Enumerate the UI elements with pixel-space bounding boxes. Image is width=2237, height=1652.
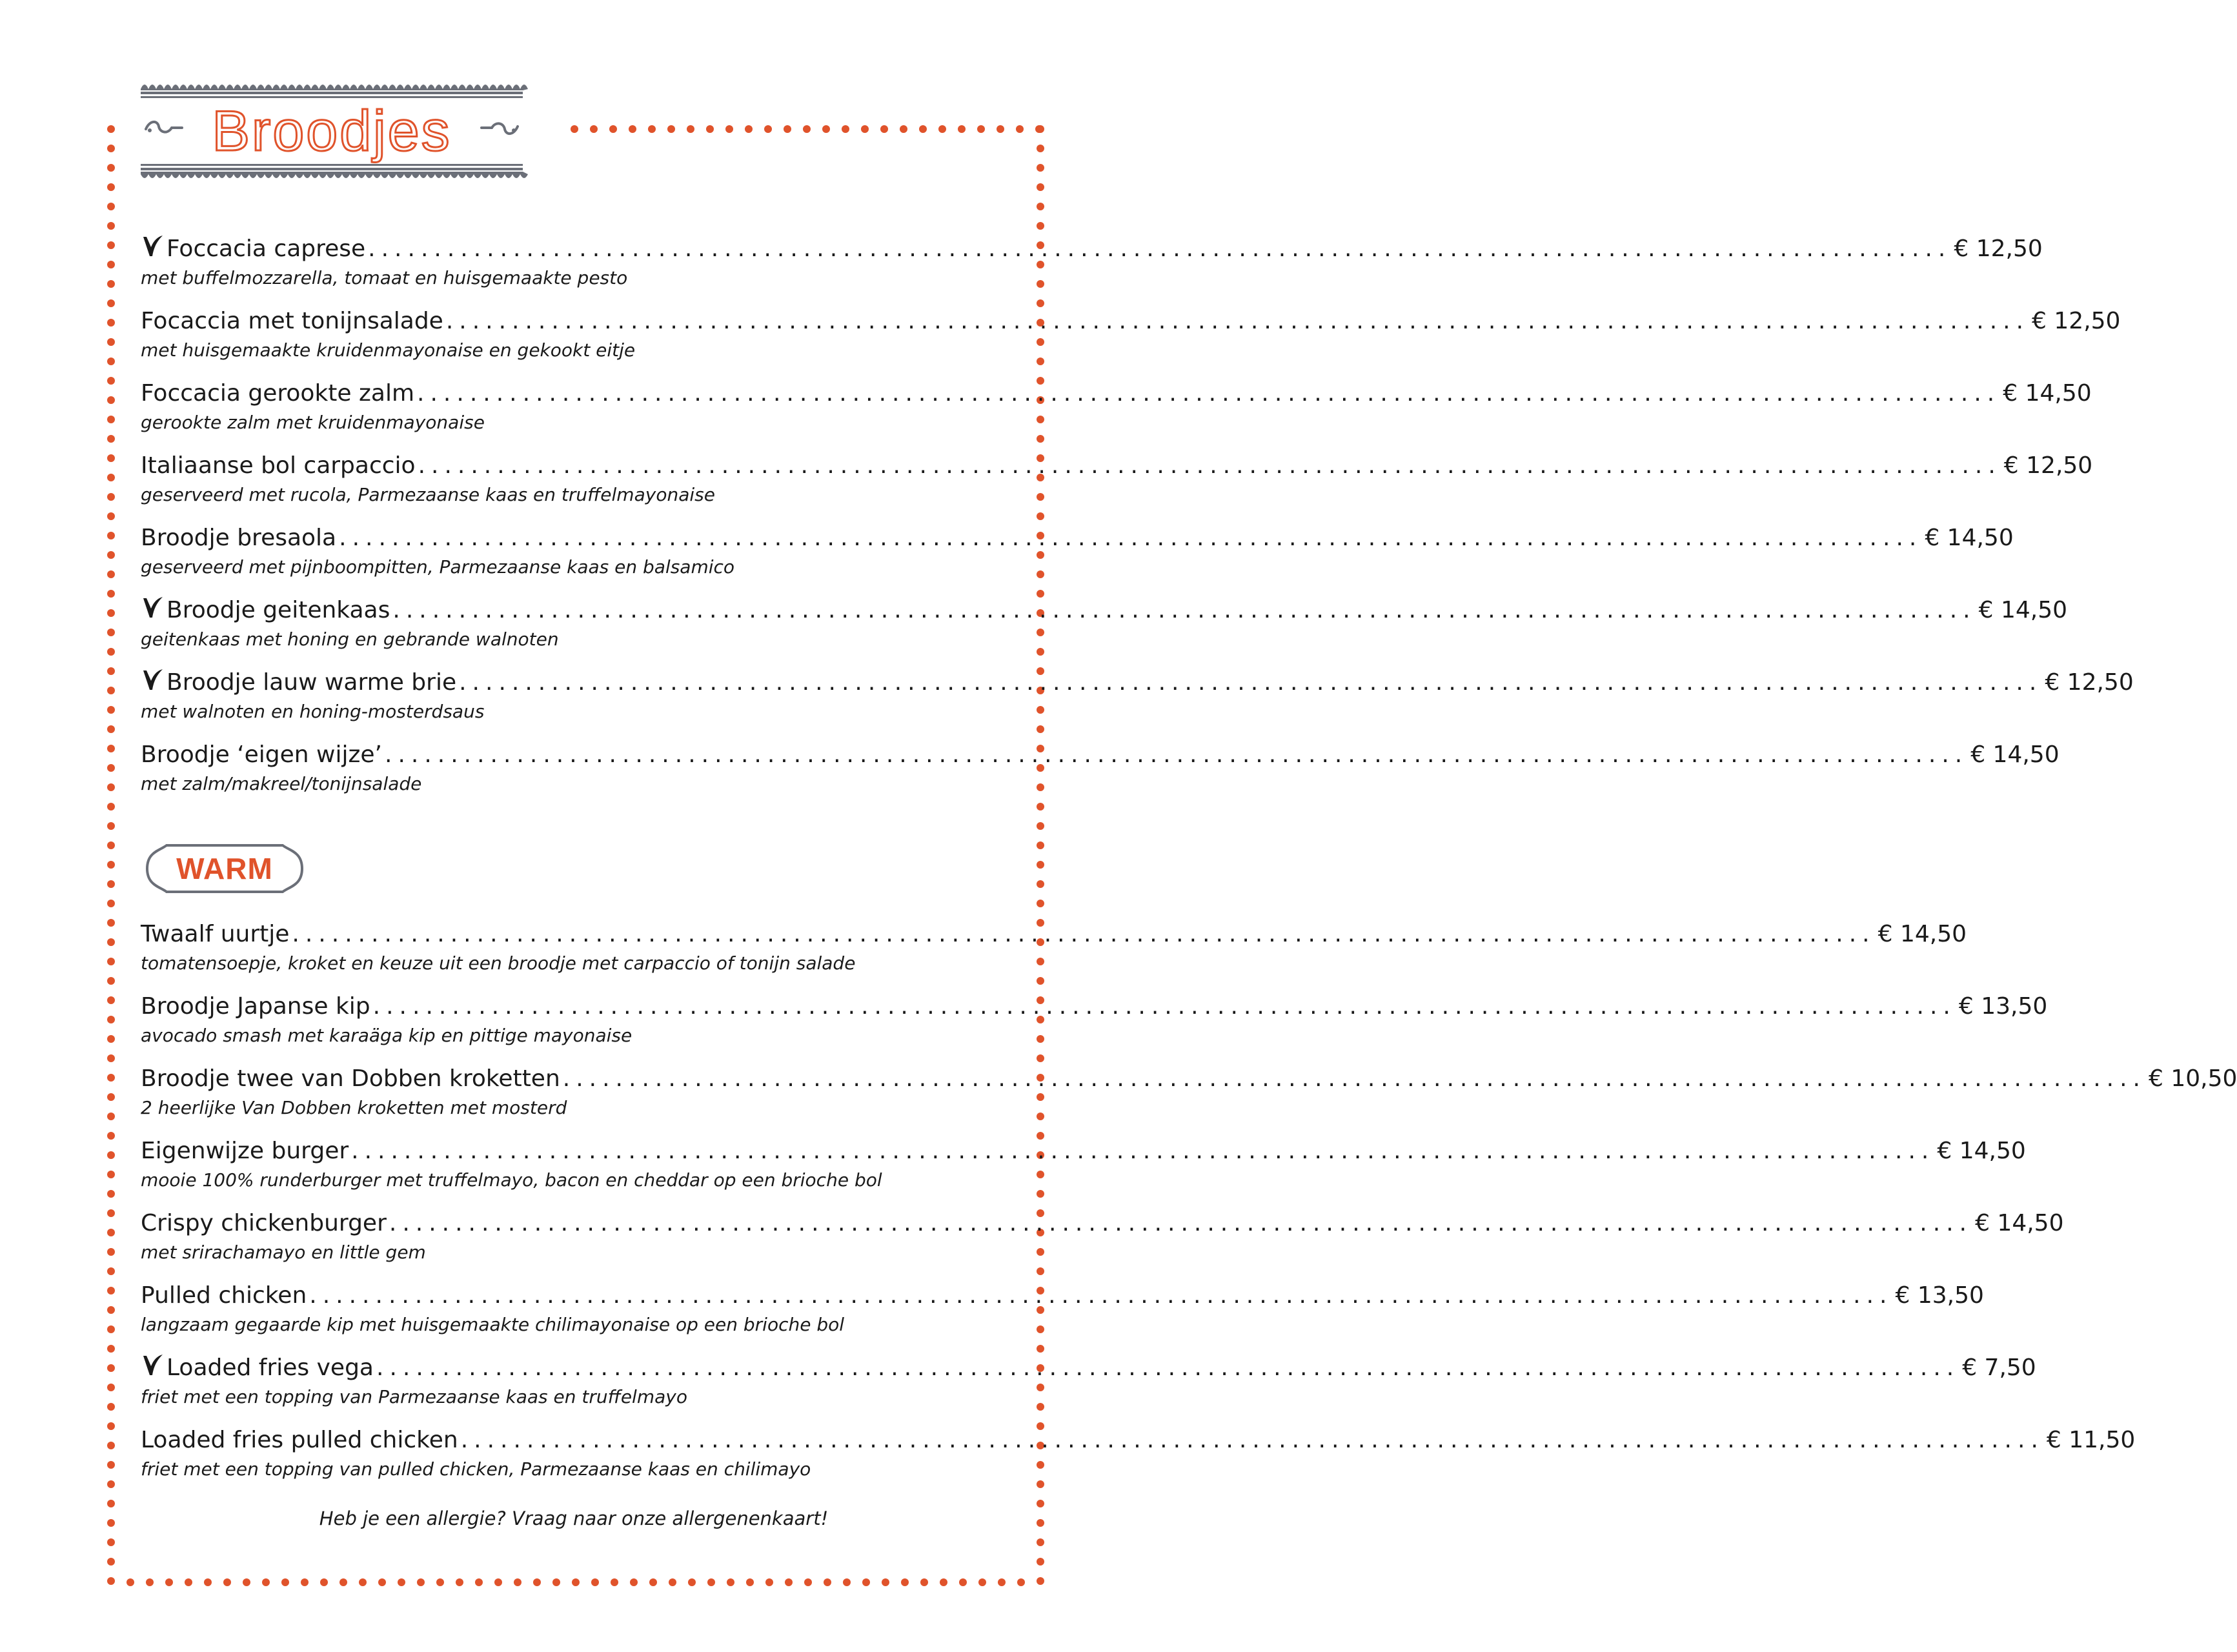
- border-dot: [1035, 125, 1043, 133]
- border-dot: [1037, 880, 1044, 888]
- dot-leader: ........................................................................................................................: [385, 741, 1969, 768]
- dot-leader: ........................................................................................................................: [372, 993, 1956, 1020]
- leaf-icon: [141, 594, 165, 620]
- border-dot: [978, 1578, 986, 1586]
- border-dot: [591, 1578, 599, 1586]
- border-dot: [938, 125, 946, 133]
- border-dot: [1037, 725, 1044, 733]
- border-dot: [107, 1093, 115, 1101]
- border-dot: [107, 590, 115, 598]
- border-dot: [822, 125, 830, 133]
- border-dot: [727, 1578, 734, 1586]
- border-dot: [107, 1442, 115, 1449]
- border-dot: [1037, 416, 1044, 423]
- border-dot: [958, 125, 966, 133]
- menu-item-line: [141, 738, 2060, 772]
- menu-item-description: langzaam gegaarde kip met huisgemaakte chilimayonaise op een brioche bol: [141, 1314, 845, 1335]
- border-dot: [165, 1578, 173, 1586]
- menu-item: [141, 305, 2121, 377]
- menu-item-name: Foccacia gerookte zalm: [141, 380, 415, 407]
- border-dot: [1037, 1054, 1044, 1062]
- border-dot: [630, 1578, 638, 1586]
- border-dot: [107, 1035, 115, 1043]
- border-dot: [1016, 125, 1024, 133]
- leaf-icon: [141, 1352, 165, 1378]
- menu-item-line: [141, 918, 1967, 951]
- border-dot: [107, 435, 115, 443]
- menu-item: [141, 1062, 2237, 1134]
- border-dot: [1037, 1248, 1044, 1256]
- menu-list-broodjes: [141, 232, 2134, 811]
- border-dot: [552, 1578, 560, 1586]
- border-dot: [1037, 1519, 1044, 1527]
- menu-item-description: geitenkaas met honing en gebrande walnoten: [141, 629, 559, 650]
- menu-item: [141, 449, 2093, 521]
- border-dot: [1037, 1461, 1044, 1469]
- border-dot: [107, 241, 115, 249]
- border-dot: [1037, 512, 1044, 520]
- menu-item-line: [141, 1424, 2136, 1457]
- border-dot: [359, 1578, 367, 1586]
- border-dot: [146, 1578, 154, 1586]
- dot-leader: ........................................................................................................................: [459, 669, 2043, 696]
- menu-item-description: friet met een topping van Parmezaanse kaas en truffelmayo: [141, 1386, 687, 1407]
- menu-item-line: [141, 521, 2014, 555]
- menu-item: [141, 738, 2060, 811]
- menu-item: [141, 990, 2048, 1062]
- border-dot: [842, 125, 849, 133]
- border-dot: [107, 1558, 115, 1566]
- border-dot: [107, 1054, 115, 1062]
- border-dot: [456, 1578, 463, 1586]
- border-dot: [1037, 164, 1044, 172]
- border-dot: [107, 1190, 115, 1198]
- border-dot: [843, 1578, 851, 1586]
- border-dot: [1037, 1190, 1044, 1198]
- menu-item-price: € 12,50: [1954, 236, 2043, 262]
- border-dot: [706, 125, 714, 133]
- border-dot: [243, 1578, 250, 1586]
- border-dot: [920, 1578, 928, 1586]
- menu-item-price: € 13,50: [1958, 993, 2048, 1020]
- menu-item: [141, 232, 2043, 305]
- border-dot: [107, 1538, 115, 1546]
- border-dot: [1037, 803, 1044, 811]
- border-dot: [940, 1578, 947, 1586]
- border-dot: [959, 1578, 967, 1586]
- menu-item-name: Foccacia caprese: [141, 232, 365, 266]
- border-dot: [107, 764, 115, 772]
- border-dot: [1037, 629, 1044, 636]
- border-dot: [301, 1578, 309, 1586]
- menu-item-description: met huisgemaakte kruidenmayonaise en gekookt eitje: [141, 339, 636, 361]
- border-dot: [107, 164, 115, 172]
- menu-item-name: Eigenwijze burger: [141, 1138, 349, 1164]
- dot-leader: ........................................................................................................................: [376, 1355, 1960, 1381]
- border-dot: [1037, 222, 1044, 230]
- border-dot: [107, 822, 115, 830]
- border-dot: [1037, 183, 1044, 191]
- border-dot: [1037, 338, 1044, 346]
- border-dot: [824, 1578, 831, 1586]
- border-dot: [107, 1287, 115, 1294]
- menu-item-price: € 14,50: [1937, 1138, 2026, 1164]
- border-dot: [1037, 1267, 1044, 1275]
- menu-item-price: € 14,50: [1970, 741, 2060, 768]
- border-dot: [107, 783, 115, 791]
- leaf-icon: [141, 233, 165, 259]
- border-dot: [629, 125, 636, 133]
- border-dot: [649, 1578, 657, 1586]
- border-dot: [107, 861, 115, 869]
- border-dot: [494, 1578, 502, 1586]
- dot-leader: ........................................................................................................................: [292, 921, 1876, 947]
- border-dot: [804, 1578, 812, 1586]
- menu-item-description: met buffelmozzarella, tomaat en huisgemaakte pesto: [141, 267, 628, 288]
- border-dot: [107, 261, 115, 268]
- border-dot: [107, 145, 115, 152]
- menu-item: [141, 1351, 2036, 1424]
- page-title: Broodjes: [212, 99, 452, 163]
- border-dot: [107, 919, 115, 927]
- border-dot: [1037, 1577, 1044, 1585]
- border-dot: [107, 1171, 115, 1178]
- border-dot: [997, 125, 1004, 133]
- border-dot: [1037, 822, 1044, 830]
- dot-leader: ........................................................................................................................: [392, 597, 1976, 623]
- border-dot: [107, 125, 115, 133]
- allergy-note: Heb je een allergie? Vraag naar onze allergenenkaart!: [319, 1507, 829, 1529]
- border-dot: [339, 1578, 347, 1586]
- border-dot: [1037, 1171, 1044, 1178]
- menu-item-line: [141, 1207, 2064, 1240]
- border-dot: [107, 725, 115, 733]
- banner-stripe-bottom: [141, 163, 523, 182]
- border-dot: [107, 1364, 115, 1372]
- border-dot: [107, 958, 115, 965]
- menu-item-price: € 12,50: [2032, 308, 2121, 334]
- border-dot: [107, 1151, 115, 1159]
- border-dot: [107, 319, 115, 327]
- border-dot: [107, 1480, 115, 1488]
- menu-item-line: [141, 1279, 1984, 1313]
- menu-item-name: Broodje lauw warme brie: [141, 666, 456, 700]
- menu-item-price: € 12,50: [2003, 452, 2093, 479]
- border-dot: [977, 125, 985, 133]
- border-dot: [107, 570, 115, 578]
- border-dot: [1037, 493, 1044, 501]
- border-dot: [107, 1209, 115, 1217]
- border-dot: [107, 551, 115, 559]
- border-dot: [764, 125, 772, 133]
- section-label-warm: WARM: [141, 839, 309, 898]
- border-dot: [223, 1578, 231, 1586]
- menu-item-price: € 10,50: [2148, 1065, 2237, 1092]
- border-dot: [1037, 841, 1044, 849]
- border-dot: [1037, 203, 1044, 210]
- border-dot: [1037, 1538, 1044, 1546]
- border-dot: [107, 299, 115, 307]
- menu-item: [141, 377, 2092, 449]
- border-dot: [1037, 1403, 1044, 1411]
- border-dot: [107, 532, 115, 539]
- border-dot: [707, 1578, 715, 1586]
- border-dot: [417, 1578, 425, 1586]
- border-dot: [398, 1578, 405, 1586]
- border-dot: [667, 125, 675, 133]
- title-banner: [141, 80, 523, 183]
- border-dot: [107, 416, 115, 423]
- menu-item-line: [141, 990, 2048, 1023]
- menu-item-description: geserveerd met rucola, Parmezaanse kaas en truffelmayonaise: [141, 484, 715, 505]
- menu-item-description: tomatensoepje, kroket en keuze uit een broodje met carpaccio of tonijn salade: [141, 952, 856, 974]
- border-dot: [436, 1578, 444, 1586]
- border-dot: [107, 358, 115, 365]
- border-dot: [107, 1229, 115, 1236]
- menu-item-name: Broodje Japanse kip: [141, 993, 370, 1020]
- border-dot: [107, 841, 115, 849]
- banner-stripe-top: [141, 80, 523, 99]
- border-dot: [107, 454, 115, 462]
- border-dot: [1037, 861, 1044, 869]
- border-dot: [611, 1578, 618, 1586]
- border-dot: [745, 125, 753, 133]
- border-dot: [107, 1132, 115, 1140]
- border-dot: [475, 1578, 483, 1586]
- border-dot: [107, 667, 115, 675]
- menu-list-warm: [141, 918, 2237, 1496]
- border-dot: [1037, 1325, 1044, 1333]
- border-dot: [281, 1578, 289, 1586]
- border-dot: [785, 1578, 793, 1586]
- border-dot: [107, 1074, 115, 1082]
- border-dot: [1037, 977, 1044, 985]
- border-dot: [880, 125, 888, 133]
- border-dot: [669, 1578, 676, 1586]
- menu-item-name: Focaccia met tonijnsalade: [141, 308, 443, 334]
- border-dot: [901, 1578, 909, 1586]
- menu-item-price: € 12,50: [2045, 669, 2134, 696]
- menu-item-line: [141, 1351, 2036, 1385]
- menu-item-name: Crispy chickenburger: [141, 1210, 387, 1236]
- menu-item: [141, 1279, 1984, 1351]
- dot-leader: ........................................................................................................................: [445, 308, 2030, 334]
- border-dot: [688, 1578, 696, 1586]
- menu-item-description: mooie 100% runderburger met truffelmayo, bacon en cheddar op een brioche bol: [141, 1169, 882, 1191]
- border-dot: [107, 687, 115, 694]
- menu-item-price: € 14,50: [2003, 380, 2092, 407]
- menu-item: [141, 918, 1967, 990]
- border-dot: [533, 1578, 541, 1586]
- border-dot: [107, 1248, 115, 1256]
- menu-item: [141, 666, 2134, 738]
- menu-item-name: Italiaanse bol carpaccio: [141, 452, 416, 479]
- border-dot: [107, 629, 115, 636]
- menu-item-description: friet met een topping van pulled chicken, Parmezaanse kaas en chilimayo: [141, 1458, 811, 1480]
- menu-item: [141, 594, 2068, 666]
- dot-leader: ........................................................................................................................: [562, 1065, 2146, 1092]
- leaf-icon: [141, 667, 165, 692]
- border-dot: [107, 1325, 115, 1333]
- border-dot: [1037, 958, 1044, 965]
- border-dot: [1037, 1480, 1044, 1488]
- dot-leader: ........................................................................................................................: [460, 1427, 2044, 1453]
- border-dot: [107, 1403, 115, 1411]
- border-dot: [648, 125, 656, 133]
- border-dot: [185, 1578, 192, 1586]
- menu-item-price: € 14,50: [1878, 921, 1967, 947]
- border-dot: [107, 1267, 115, 1275]
- dot-leader: ........................................................................................................................: [339, 525, 1923, 551]
- border-dot: [107, 1016, 115, 1023]
- border-dot: [900, 125, 907, 133]
- menu-item-price: € 7,50: [1962, 1355, 2036, 1381]
- border-dot: [1017, 1578, 1025, 1586]
- menu-item-description: avocado smash met karaäga kip en pittige mayonaise: [141, 1025, 633, 1046]
- border-dot: [882, 1578, 889, 1586]
- border-dot: [1037, 783, 1044, 791]
- border-dot: [1037, 145, 1044, 152]
- menu-item-description: 2 heerlijke Van Dobben kroketten met mosterd: [141, 1097, 567, 1118]
- border-dot: [107, 1519, 115, 1527]
- dot-leader: ........................................................................................................................: [351, 1138, 1935, 1164]
- border-dot: [1037, 435, 1044, 443]
- border-dot: [1037, 1035, 1044, 1043]
- menu-item-price: € 14,50: [1975, 1210, 2064, 1236]
- menu-item: [141, 1207, 2064, 1279]
- menu-item: [141, 1424, 2136, 1496]
- menu-item-line: [141, 594, 2068, 627]
- border-dot: [262, 1578, 270, 1586]
- border-dot: [514, 1578, 521, 1586]
- flourish-icon: [480, 115, 520, 141]
- menu-item-price: € 11,50: [2046, 1427, 2136, 1453]
- border-dot: [1037, 1500, 1044, 1507]
- menu-item-line: [141, 449, 2093, 483]
- border-dot: [862, 1578, 870, 1586]
- border-dot: [803, 125, 811, 133]
- border-dot: [590, 125, 598, 133]
- border-dot: [107, 493, 115, 501]
- menu-item-line: [141, 377, 2092, 410]
- border-dot: [1037, 358, 1044, 365]
- dot-leader: ........................................................................................................................: [368, 236, 1952, 262]
- border-dot: [107, 938, 115, 946]
- border-dot: [1037, 280, 1044, 288]
- border-dot: [107, 745, 115, 752]
- menu-item-name: Broodje bresaola: [141, 525, 337, 551]
- border-dot: [687, 125, 694, 133]
- border-dot: [107, 512, 115, 520]
- menu-item-name: Pulled chicken: [141, 1282, 307, 1309]
- menu-item-description: met walnoten en honing-mosterdsaus: [141, 701, 485, 722]
- border-dot: [320, 1578, 328, 1586]
- border-dot: [107, 1500, 115, 1507]
- menu-item: [141, 1134, 2026, 1207]
- border-dot: [107, 338, 115, 346]
- border-dot: [107, 996, 115, 1004]
- border-dot: [784, 125, 791, 133]
- border-dot: [107, 880, 115, 888]
- border-dot: [861, 125, 869, 133]
- dot-leader: ........................................................................................................................: [417, 380, 2001, 407]
- border-dot: [107, 396, 115, 404]
- menu-item-description: met srirachamayo en little gem: [141, 1242, 426, 1263]
- menu-item-description: gerookte zalm met kruidenmayonaise: [141, 412, 485, 433]
- border-dot: [765, 1578, 773, 1586]
- border-dot: [107, 377, 115, 385]
- menu-item-name: Loaded fries vega: [141, 1351, 374, 1385]
- border-dot: [107, 280, 115, 288]
- border-dot: [107, 1306, 115, 1314]
- border-dot: [746, 1578, 754, 1586]
- border-dot: [204, 1578, 212, 1586]
- border-dot: [378, 1578, 386, 1586]
- border-dot: [1037, 1113, 1044, 1120]
- menu-item-name: Loaded fries pulled chicken: [141, 1427, 458, 1453]
- dot-leader: ........................................................................................................................: [389, 1210, 1973, 1236]
- dot-leader: ........................................................................................................................: [309, 1282, 1893, 1309]
- border-dot: [1037, 900, 1044, 907]
- border-dot: [107, 609, 115, 617]
- menu-item: [141, 521, 2014, 594]
- menu-item-name: Broodje ‘eigen wijze’: [141, 741, 382, 768]
- menu-item-price: € 14,50: [1925, 525, 2014, 551]
- border-dot: [1037, 570, 1044, 578]
- border-dot: [107, 1345, 115, 1353]
- border-dot: [1037, 648, 1044, 656]
- menu-item-line: [141, 666, 2134, 700]
- menu-item-line: [141, 232, 2043, 266]
- border-dot: [725, 125, 733, 133]
- border-dot: [571, 125, 578, 133]
- border-dot: [572, 1578, 580, 1586]
- border-dot: [107, 1422, 115, 1430]
- border-dot: [107, 222, 115, 230]
- border-dot: [107, 203, 115, 210]
- border-dot: [107, 977, 115, 985]
- menu-item-price: € 14,50: [1978, 597, 2068, 623]
- border-dot: [127, 1578, 134, 1586]
- border-dot: [107, 1113, 115, 1120]
- menu-item-description: met zalm/makreel/tonijnsalade: [141, 773, 422, 794]
- border-dot: [107, 706, 115, 714]
- border-dot: [1037, 706, 1044, 714]
- menu-item-line: [141, 1134, 2026, 1168]
- dot-leader: ........................................................................................................................: [418, 452, 2001, 479]
- menu-item-line: [141, 305, 2121, 338]
- menu-item-price: € 13,50: [1895, 1282, 1984, 1309]
- border-dot: [107, 900, 115, 907]
- border-dot: [107, 1384, 115, 1391]
- border-dot: [609, 125, 617, 133]
- border-dot: [107, 803, 115, 811]
- menu-item-description: geserveerd met pijnboompitten, Parmezaanse kaas en balsamico: [141, 556, 735, 578]
- border-dot: [107, 648, 115, 656]
- menu-item-line: [141, 1062, 2237, 1096]
- border-dot: [107, 1577, 115, 1585]
- border-dot: [1037, 1558, 1044, 1566]
- menu-item-name: Broodje twee van Dobben kroketten: [141, 1065, 560, 1092]
- border-dot: [107, 474, 115, 481]
- border-dot: [107, 1461, 115, 1469]
- menu-item-name: Twaalf uurtje: [141, 921, 290, 947]
- border-dot: [107, 183, 115, 191]
- menu-item-name: Broodje geitenkaas: [141, 594, 390, 627]
- border-dot: [919, 125, 927, 133]
- border-dot: [998, 1578, 1006, 1586]
